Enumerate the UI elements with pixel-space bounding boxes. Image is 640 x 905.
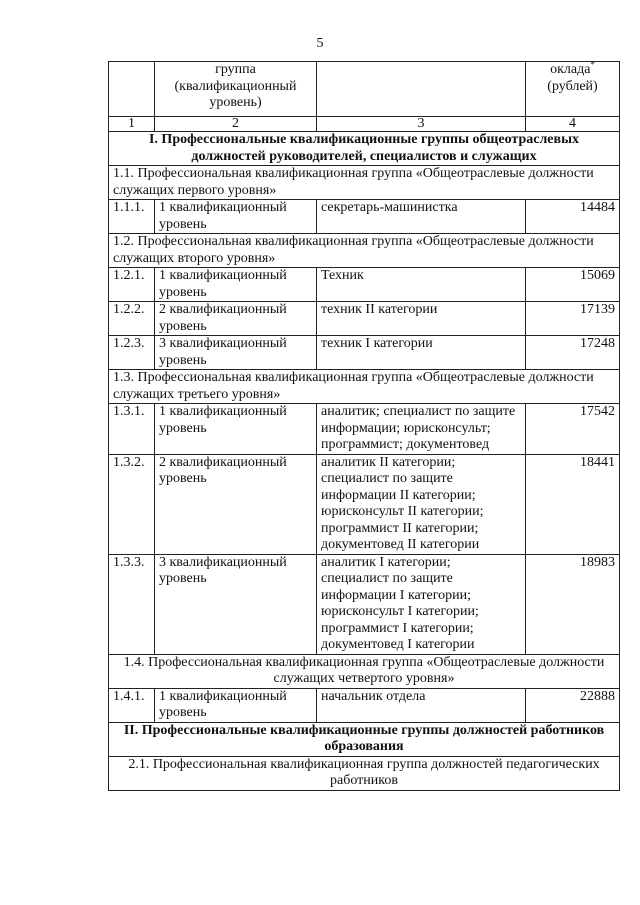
footnote-mark: * — [590, 59, 595, 70]
salary-table — [108, 61, 620, 791]
header-cell-1 — [109, 62, 155, 117]
table-row — [109, 200, 620, 234]
row-level: 1 квалификационный уровень — [155, 404, 317, 455]
table-row — [109, 404, 620, 455]
page-number: 5 — [316, 36, 324, 51]
table-header-row — [109, 62, 620, 117]
group-2-1-title: 2.1. Профессиональная квалификационная группа должностей педагогических работников — [109, 756, 620, 790]
group-row — [109, 654, 620, 688]
section-row — [109, 722, 620, 756]
row-number: 1.3.2. — [109, 454, 155, 554]
row-positions: аналитик I категории; специалист по защите информации I категории; юрисконсульт I категории; программист I категории; документовед I категории — [317, 554, 526, 654]
table-row — [109, 302, 620, 336]
row-positions: секретарь-машинистка — [317, 200, 526, 234]
row-positions: техник II категории — [317, 302, 526, 336]
column-number-row — [109, 117, 620, 132]
header-salary-unit: (рублей) — [547, 78, 598, 94]
row-salary: 18441 — [526, 454, 620, 554]
row-level: 1 квалификационный уровень — [155, 688, 317, 722]
row-number: 1.3.3. — [109, 554, 155, 654]
row-number: 1.2.1. — [109, 268, 155, 302]
column-number: 3 — [317, 117, 526, 132]
group-row — [109, 756, 620, 790]
header-cell-level: группа (квалификационный уровень) — [155, 62, 317, 117]
row-number: 1.2.3. — [109, 336, 155, 370]
row-positions: аналитик II категории; специалист по защите информации II категории; юрисконсульт II категории; программист II категории; документовед II категории — [317, 454, 526, 554]
column-number: 2 — [155, 117, 317, 132]
row-salary: 18983 — [526, 554, 620, 654]
section-2-title: II. Профессиональные квалификационные группы должностей работников образования — [109, 722, 620, 756]
group-row — [109, 166, 620, 200]
header-salary-label: оклада — [550, 62, 591, 77]
row-level: 1 квалификационный уровень — [155, 200, 317, 234]
column-number: 4 — [526, 117, 620, 132]
row-level: 1 квалификационный уровень — [155, 268, 317, 302]
row-positions: техник I категории — [317, 336, 526, 370]
group-row — [109, 234, 620, 268]
row-level: 3 квалификационный уровень — [155, 336, 317, 370]
group-1-1-title: 1.1. Профессиональная квалификационная группа «Общеотраслевые должности служащих первого уровня» — [109, 166, 620, 200]
row-salary: 17139 — [526, 302, 620, 336]
group-1-3-title: 1.3. Профессиональная квалификационная группа «Общеотраслевые должности служащих третьего уровня» — [109, 370, 620, 404]
column-number: 1 — [109, 117, 155, 132]
group-1-2-title: 1.2. Профессиональная квалификационная группа «Общеотраслевые должности служащих второго уровня» — [109, 234, 620, 268]
row-number: 1.2.2. — [109, 302, 155, 336]
row-salary: 17248 — [526, 336, 620, 370]
section-1-title: I. Профессиональные квалификационные группы общеотраслевых должностей руководителей, специалистов и служащих — [109, 132, 620, 166]
row-salary: 22888 — [526, 688, 620, 722]
table-row — [109, 454, 620, 554]
row-positions: начальник отдела — [317, 688, 526, 722]
row-level: 2 квалификационный уровень — [155, 454, 317, 554]
row-number: 1.3.1. — [109, 404, 155, 455]
section-row — [109, 132, 620, 166]
row-salary: 17542 — [526, 404, 620, 455]
table-row — [109, 268, 620, 302]
row-number: 1.4.1. — [109, 688, 155, 722]
row-number: 1.1.1. — [109, 200, 155, 234]
row-level: 2 квалификационный уровень — [155, 302, 317, 336]
row-salary: 14484 — [526, 200, 620, 234]
row-level: 3 квалификационный уровень — [155, 554, 317, 654]
group-1-4-title: 1.4. Профессиональная квалификационная группа «Общеотраслевые должности служащих четвертого уровня» — [109, 654, 620, 688]
table-row — [109, 688, 620, 722]
table-row — [109, 336, 620, 370]
row-positions: Техник — [317, 268, 526, 302]
row-salary: 15069 — [526, 268, 620, 302]
header-cell-salary — [526, 59, 620, 117]
row-positions: аналитик; специалист по защите информации; юрисконсульт; программист; документовед — [317, 404, 526, 455]
table-row — [109, 554, 620, 654]
header-cell-3 — [317, 62, 526, 117]
group-row — [109, 370, 620, 404]
